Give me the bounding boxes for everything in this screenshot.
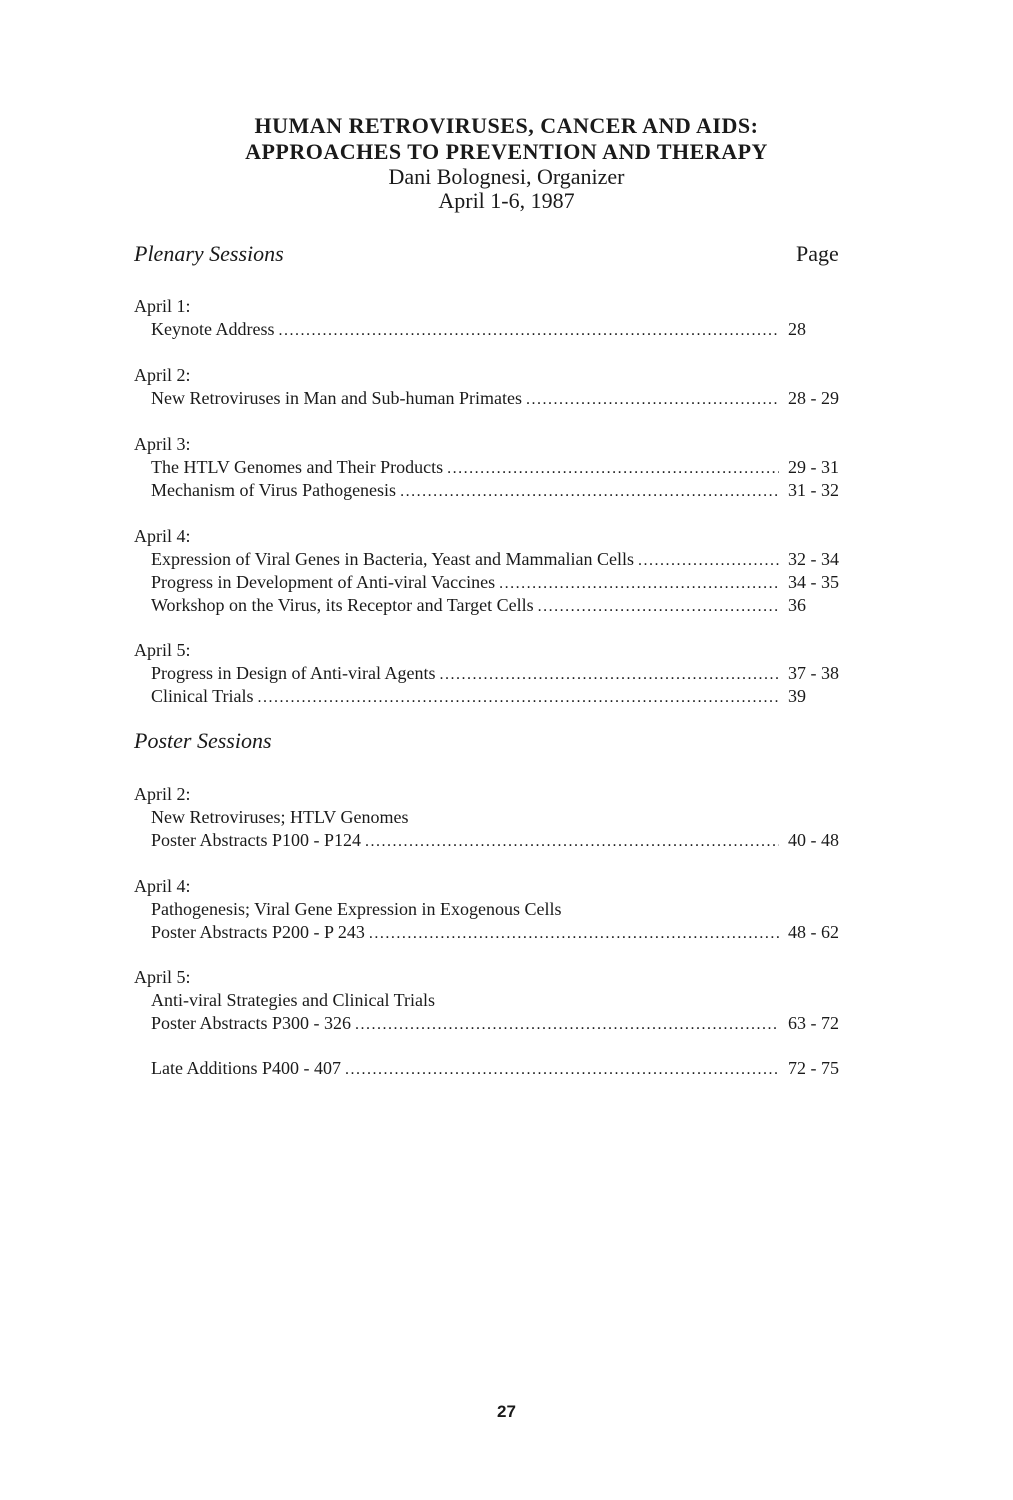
- entry-pages: 36: [788, 595, 806, 615]
- entry-pages: 28 - 29: [788, 388, 839, 408]
- dot-leader: [499, 573, 779, 595]
- dot-leader: [447, 458, 779, 480]
- toc-entry: [151, 479, 779, 503]
- poster-day-label: April 5:: [134, 967, 191, 987]
- entry-pages: 34 - 35: [788, 572, 839, 592]
- entry-title: Poster Abstracts P300 - 326: [151, 1013, 351, 1033]
- poster-day-label: April 4:: [134, 876, 191, 896]
- poster-topic: New Retroviruses; HTLV Genomes: [151, 807, 409, 827]
- toc-entry: [151, 456, 779, 480]
- plenary-day-label: April 5:: [134, 640, 191, 660]
- dot-leader: [365, 831, 779, 853]
- poster-sessions-heading: Poster Sessions: [134, 728, 272, 753]
- page-number: 27: [497, 1402, 516, 1421]
- entry-pages: 39: [788, 686, 806, 706]
- toc-entry: [151, 571, 779, 595]
- entry-title: Expression of Viral Genes in Bacteria, Yeast and Mammalian Cells: [151, 549, 634, 569]
- toc-entry: [151, 594, 779, 618]
- poster-day-label: April 2:: [134, 784, 191, 804]
- toc-entry: [151, 921, 779, 945]
- organizer: Dani Bolognesi, Organizer: [388, 164, 625, 189]
- plenary-sessions-heading: Plenary Sessions: [134, 241, 284, 266]
- entry-title: Keynote Address: [151, 319, 275, 339]
- entry-pages: 31 - 32: [788, 480, 839, 500]
- title-line-2: APPROACHES TO PREVENTION AND THERAPY: [245, 139, 768, 164]
- dot-leader: [278, 320, 779, 342]
- entry-title: Clinical Trials: [151, 686, 254, 706]
- entry-title: New Retroviruses in Man and Sub-human Primates: [151, 388, 522, 408]
- toc-entry: [151, 387, 779, 411]
- entry-title: Poster Abstracts P200 - P 243: [151, 922, 365, 942]
- toc-entry: [151, 685, 779, 709]
- dot-leader: [638, 550, 779, 572]
- entry-pages: 32 - 34: [788, 549, 839, 569]
- entry-title: Mechanism of Virus Pathogenesis: [151, 480, 397, 500]
- entry-pages: 40 - 48: [788, 830, 839, 850]
- toc-entry: [151, 318, 779, 342]
- entry-title: Late Additions P400 - 407: [151, 1058, 341, 1078]
- toc-entry: [151, 548, 779, 572]
- dot-leader: [439, 664, 779, 686]
- late-additions-entry: [151, 1057, 779, 1081]
- dot-leader: [258, 687, 779, 709]
- entry-pages: 72 - 75: [788, 1058, 839, 1078]
- dot-leader: [526, 389, 779, 411]
- dot-leader: [538, 596, 779, 618]
- entry-pages: 48 - 62: [788, 922, 839, 942]
- entry-title: Progress in Design of Anti-viral Agents: [151, 663, 436, 683]
- dot-leader: [369, 923, 779, 945]
- plenary-day-label: April 1:: [134, 296, 191, 316]
- meeting-dates: April 1-6, 1987: [438, 188, 575, 213]
- toc-entry: [151, 662, 779, 686]
- entry-title: Progress in Development of Anti-viral Vaccines: [151, 572, 496, 592]
- page-column-heading: Page: [796, 241, 839, 266]
- title-block: [0, 113, 1013, 213]
- dot-leader: [355, 1014, 779, 1036]
- poster-topic: Pathogenesis; Viral Gene Expression in Exogenous Cells: [151, 899, 562, 919]
- toc-entry: [151, 829, 779, 853]
- dot-leader: [400, 481, 779, 503]
- plenary-day-label: April 2:: [134, 365, 191, 385]
- entry-pages: 29 - 31: [788, 457, 839, 477]
- plenary-day-label: April 4:: [134, 526, 191, 546]
- plenary-day-label: April 3:: [134, 434, 191, 454]
- entry-title: The HTLV Genomes and Their Products: [151, 457, 444, 477]
- poster-topic: Anti-viral Strategies and Clinical Trials: [151, 990, 435, 1010]
- title-line-1: HUMAN RETROVIRUSES, CANCER AND AIDS:: [254, 113, 759, 138]
- entry-pages: 28: [788, 319, 806, 339]
- toc-entry: [151, 1012, 779, 1036]
- entry-pages: 37 - 38: [788, 663, 839, 683]
- entry-pages: 63 - 72: [788, 1013, 839, 1033]
- entry-title: Workshop on the Virus, its Receptor and Target Cells: [151, 595, 534, 615]
- dot-leader: [345, 1059, 779, 1081]
- entry-title: Poster Abstracts P100 - P124: [151, 830, 362, 850]
